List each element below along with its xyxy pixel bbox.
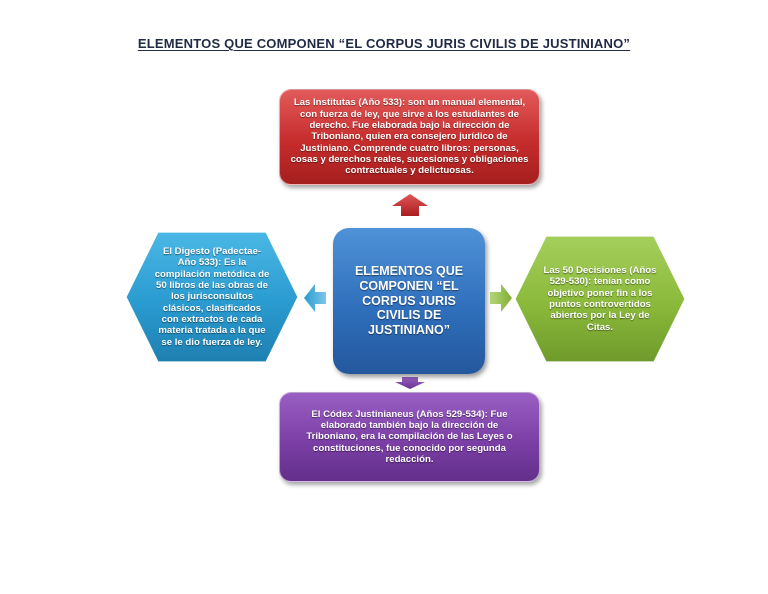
node-center-text: ELEMENTOS QUE COMPONEN “EL CORPUS JURIS CIVILIS DE JUSTINIANO” (354, 264, 464, 338)
arrow-right-icon (489, 281, 513, 315)
arrow-left-icon (303, 281, 327, 315)
node-digesto-label (124, 230, 300, 364)
arrow-down-icon (393, 377, 427, 389)
page-title-text: ELEMENTOS QUE COMPONEN “EL CORPUS JURIS CIVILIS DE JUSTINIANO” (137, 36, 631, 51)
node-digesto (124, 230, 300, 364)
node-institutas (279, 89, 540, 185)
node-decisiones-text: Las 50 Decisiones (Años 529-530): tenían como objetivo poner fin a los puntos controvertidos abiertos por la Ley de Citas. (543, 265, 657, 333)
node-decisiones (513, 234, 687, 364)
node-digesto-text: El Digesto (Padectae-Año 533): Es la compilación metódica de 50 libros de las obras de los jurisconsultos clásicos, clasificados con extractos de cada materia tratada a la que se le dio fuerza de ley. (154, 246, 270, 348)
node-codex (279, 392, 540, 482)
arrow-up-icon (391, 193, 429, 217)
node-decisiones-label (513, 234, 687, 364)
page-title (0, 36, 768, 51)
node-center (333, 228, 485, 374)
node-institutas-text: Las Institutas (Año 533): son un manual elemental, con fuerza de ley, que sirve a los estudiantes de derecho. Fue elaborada bajo la dirección de Triboniano, quien era consejero jurídico de Justiniano. Comprende cuatro libros: personas, cosas y derechos reales, sucesiones y obligaciones contractuales y delictuosas. (290, 97, 529, 177)
node-codex-text: El Códex Justinianeus (Años 529-534): Fue elaborado también bajo la dirección de Triboniano, era la compilación de las Leyes o constituciones, fue conocido por segunda redacción. (306, 408, 513, 465)
